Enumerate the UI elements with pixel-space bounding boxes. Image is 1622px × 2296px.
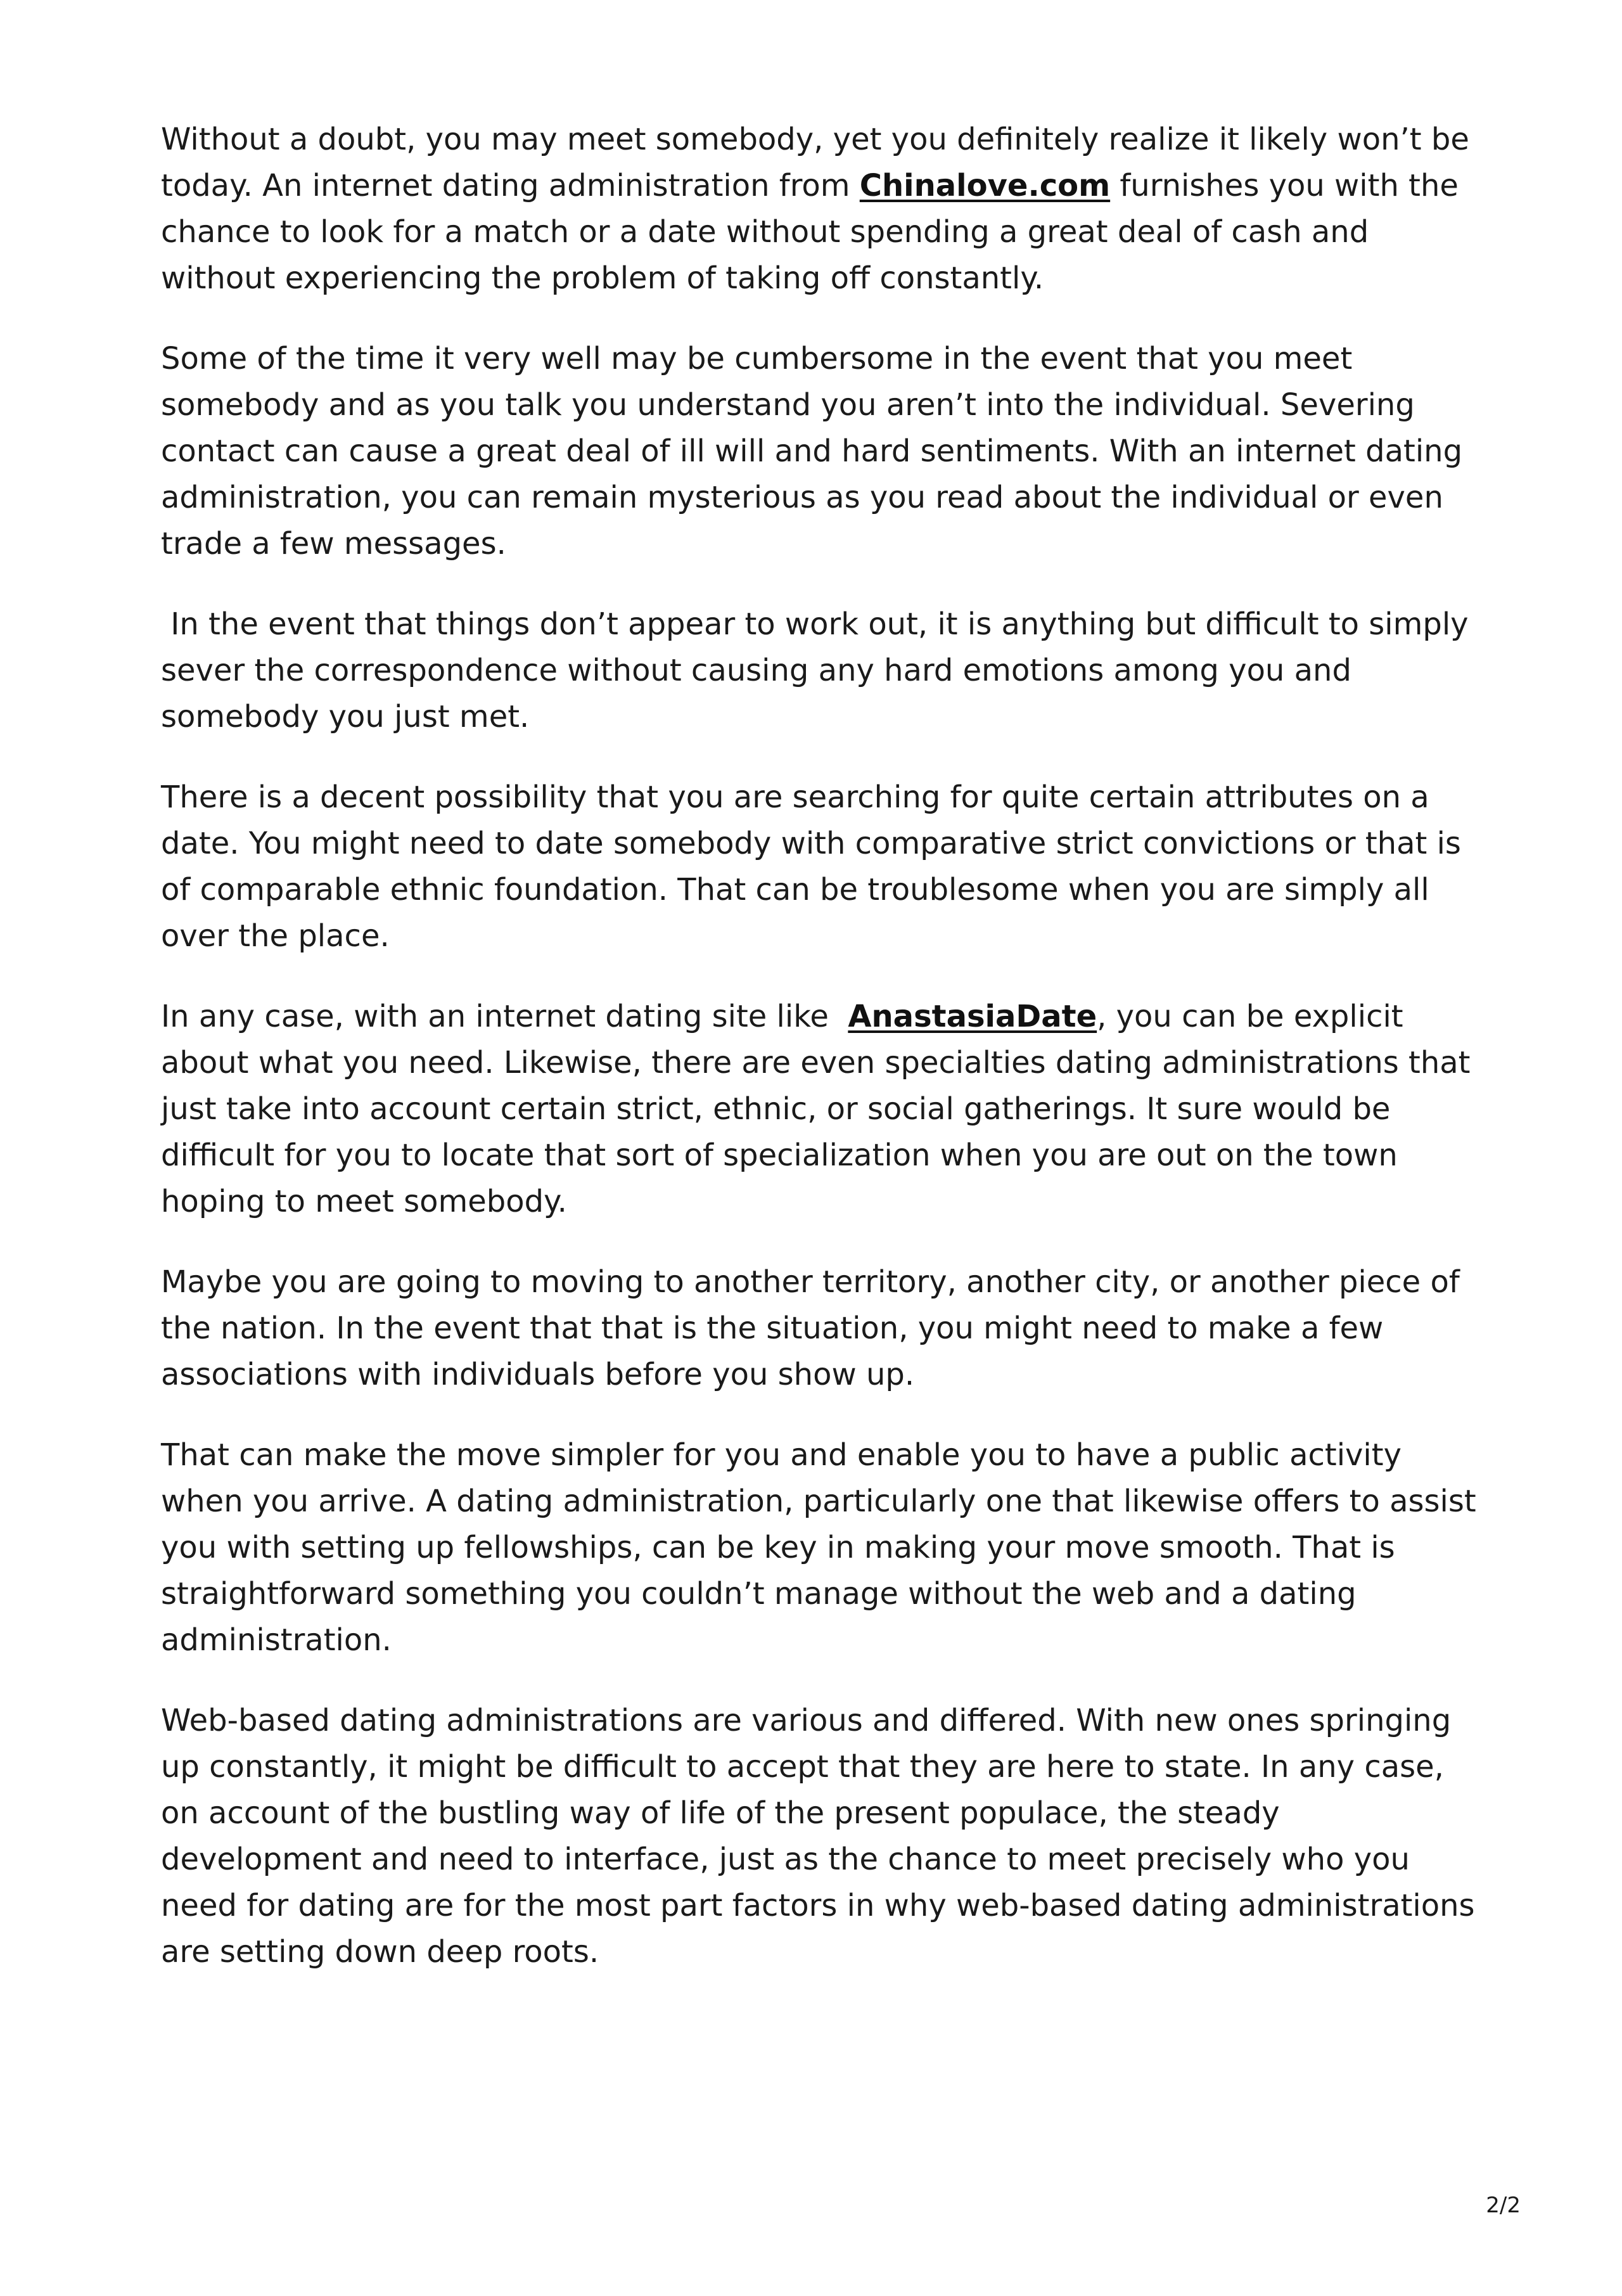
paragraph-8: Web-based dating administrations are various and differed. With new ones springing up constantly, it might be difficult to accept that they are here to state. In any case, on account of the bustling way of life of the present populace, the steady development and need to interface, just as the chance to meet precisely who you need for dating are for the most part factors in why web-based dating administrations are setting down deep roots. xyxy=(161,1703,1475,1970)
paragraph-1 xyxy=(161,117,1479,302)
article-body xyxy=(161,117,1479,2010)
paragraph-1-text-after: furnishes you with the chance to look for a match or a date without spending a great deal of cash and without experiencing the problem of taking off constantly. xyxy=(161,168,1459,296)
paragraph-5 xyxy=(161,994,1479,1225)
page-number: 2/2 xyxy=(1486,2193,1521,2218)
anastasiadate-link[interactable]: AnastasiaDate xyxy=(848,999,1097,1034)
paragraph-3: In the event that things don’t appear to work out, it is anything but difficult to simply sever the correspondence without causing any hard emotions among you and somebody you just met. xyxy=(161,606,1478,734)
paragraph-1-text-before: Without a doubt, you may meet somebody, yet you definitely realize it likely won’t be today. An internet dating administration from xyxy=(161,122,1469,203)
paragraph-6: Maybe you are going to moving to another territory, another city, or another piece of the nation. In the event that that is the situation, you might need to make a few associations with individuals before you show up. xyxy=(161,1264,1460,1392)
paragraph-5-text-after: , you can be explicit about what you need. Likewise, there are even specialties dating administrations that just take into account certain strict, ethnic, or social gatherings. It sure would be difficult for you to locate that sort of specialization when you are out on the town hoping to meet somebody. xyxy=(161,999,1471,1219)
chinalove-link[interactable]: Chinalove.com xyxy=(859,168,1111,203)
paragraph-4: There is a decent possibility that you are searching for quite certain attributes on a date. You might need to date somebody with comparative strict convictions or that is of comparable ethnic foundation. That can be troublesome when you are simply all over the place. xyxy=(161,779,1461,954)
paragraph-5-text-before: In any case, with an internet dating site like xyxy=(161,999,848,1034)
paragraph-7: That can make the move simpler for you and enable you to have a public activity when you arrive. A dating administration, particularly one that likewise offers to assist you with setting up fellowships, can be key in making your move smooth. That is straightforward something you couldn’t manage without the web and a dating administration. xyxy=(161,1437,1476,1658)
paragraph-2: Some of the time it very well may be cumbersome in the event that you meet somebody and as you talk you understand you aren’t into the individual. Severing contact can cause a great deal of ill will and hard sentiments. With an internet dating administration, you can remain mysterious as you read about the individual or even trade a few messages. xyxy=(161,341,1463,561)
